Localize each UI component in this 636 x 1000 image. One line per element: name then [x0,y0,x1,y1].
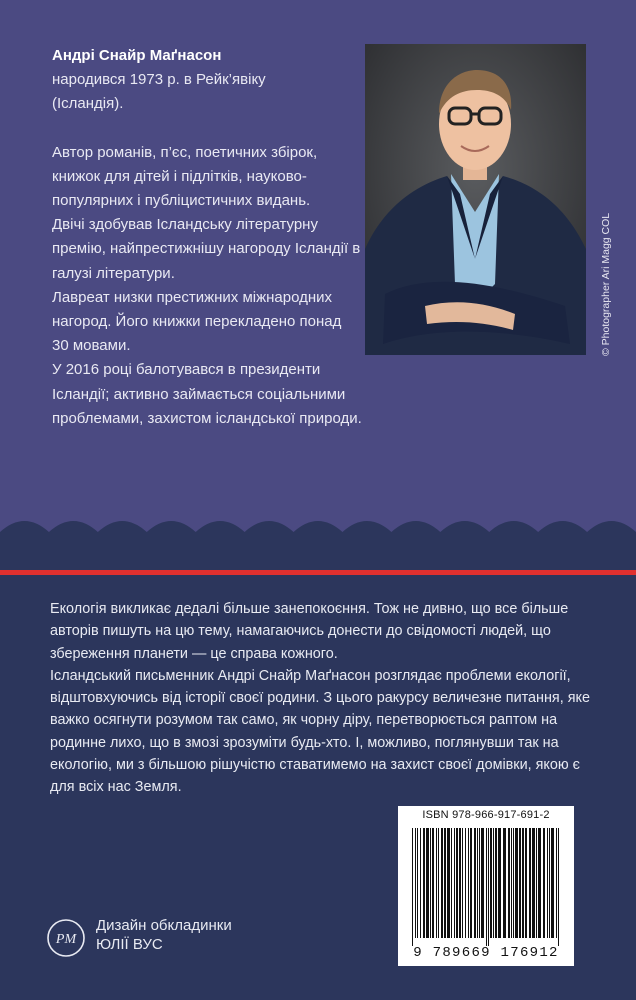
author-award: Двічі здобував Ісландську літературну премію, найпрестижнішу нагороду Ісландії в галузі літератури. [52,216,361,282]
barcode-bar [417,828,418,938]
barcode-bar [522,828,524,938]
svg-text:PM: PM [55,932,77,947]
barcode-bar [503,828,506,938]
barcode-bar [479,828,480,938]
barcode-bar [426,828,429,938]
designer-label: Дизайн обкладинки [96,917,232,934]
barcode-bar [532,828,535,938]
barcode-bar [459,828,461,938]
barcode-bar [470,828,472,938]
barcode-bar [465,828,466,938]
barcode-bar [423,828,425,938]
barcode-bar [430,828,431,938]
cover-designer [96,916,232,954]
barcode-bar [558,828,559,946]
barcode-bar [547,828,548,938]
barcode-bar [543,828,545,938]
barcode-digits: 9 789669 176912 [413,945,559,961]
barcode-bar [486,828,487,946]
barcode [398,806,574,966]
author-politics: У 2016 році балотувався в президенти Ісландії; активно займається соціальними проблемами, захистом ісландської природи. [52,361,362,427]
barcode-bar [412,828,413,946]
barcode-bar [495,828,497,938]
barcode-bar [551,828,554,938]
isbn-text: ISBN 978-966-917-691-2 [422,809,550,821]
barcode-bar [490,828,492,938]
description-paragraph-1: Екологія викликає дедалі більше занепокоєння. Тож не дивно, що все більше авторів пишуть на цю тему, намагаючись донести до свідомості людей, що збереження планети — це справа кожного. [50,601,569,662]
barcode-bar [436,828,437,938]
barcode-bar [536,828,537,938]
barcode-bar [493,828,494,938]
author-photo [365,44,586,355]
barcode-bar [525,828,527,938]
barcode-bar [488,828,489,946]
book-description [50,598,590,799]
barcode-bar [462,828,463,938]
barcode-bars [412,828,562,946]
barcode-bar [468,828,469,938]
barcode-bar [415,828,416,938]
barcode-bar [432,828,434,938]
barcode-bar [441,828,443,938]
author-laureate: Лавреат низки престижних міжнародних нагород. Його книжки перекладено понад 30 мовами. [52,288,342,355]
barcode-bar [538,828,541,938]
barcode-bar [513,828,514,938]
barcode-bar [438,828,439,938]
barcode-bar [508,828,510,938]
barcode-bar [474,828,476,938]
barcode-bar [481,828,484,938]
barcode-bar [420,828,421,938]
author-works: Автор романів, п’єс, поетичних збірок, книжок для дітей і підлітків, науково-популярних і публіцистичних видань. [52,143,318,210]
barcode-bar [519,828,521,938]
wave-divider [0,492,636,582]
designer-name: ЮЛІЇ ВУС [96,936,163,953]
author-bio [52,44,362,431]
barcode-bar [447,828,450,938]
barcode-bar [549,828,550,938]
barcode-bar [451,828,452,938]
publisher-logo-icon [46,918,86,958]
author-born-place: (Ісландія). [52,95,124,113]
barcode-bar [498,828,501,938]
barcode-bar [454,828,455,938]
barcode-bar [515,828,518,938]
photo-credit: © Photographer Ari Magg COL [600,212,612,356]
barcode-bar [444,828,446,938]
barcode-bar [529,828,531,938]
barcode-bar [511,828,512,938]
author-born: народився 1973 р. в Рейк’явіку [52,71,266,89]
author-name: Андрі Снайр Маґнасон [52,47,222,64]
red-divider-line [0,570,636,575]
description-paragraph-2: Ісландський письменник Андрі Снайр Маґнасон розглядає проблеми екології, відштовхуючись від історії своєї родини. З цього ракурсу величезне питання, яке важко осягнути розумом так само, як чорну діру, перетворюється раптом на родинне лихо, що в змозі зрозуміти будь-хто. І, можливо, поглянувши так на екологію, ми з більшою рішучістю ставатимемо на захист своєї домівки, якою є для всіх нас Земля. [50,667,590,796]
barcode-bar [556,828,557,938]
barcode-bar [456,828,458,938]
barcode-bar [477,828,478,938]
